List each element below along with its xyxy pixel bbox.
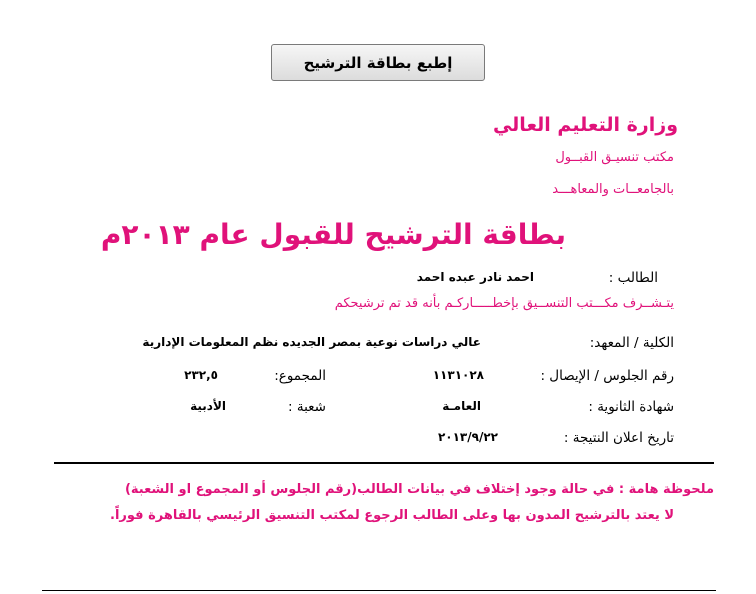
divider-top <box>54 462 714 464</box>
divider-bottom <box>42 590 716 591</box>
office-line-1: مكتب تنسيـق القبــول <box>555 150 674 165</box>
student-label: الطالب : <box>608 270 658 286</box>
office-line-2: بالجامعــات والمعاهـــد <box>552 182 674 197</box>
result-date-value: ٢٠١٣/٩/٢٢ <box>437 430 498 444</box>
total-label: المجموع: <box>274 368 326 384</box>
faculty-value: عالي دراسات نوعية بمصر الجديده نظم المعلومات الإدارية <box>142 335 481 349</box>
branch-value: الأدبية <box>190 399 226 413</box>
seat-label: رقم الجلوس / الإيصال : <box>540 368 674 384</box>
note-line-1: ملحوظة هامة : في حالة وجود إختلاف في بيانات الطالب(رقم الجلوس أو المجموع او الشعبة) <box>124 482 714 497</box>
student-name: احمد نادر عبده احمد <box>416 270 534 284</box>
branch-label: شعبة : <box>288 399 326 415</box>
note-line-2: لا يعتد بالترشيح المدون بها وعلى الطالب الرجوع لمكتب التنسيق الرئيسي بالقاهرة فوراً. <box>110 508 674 523</box>
faculty-label: الكلية / المعهد: <box>589 335 674 351</box>
print-card-button[interactable]: إطبع بطاقة الترشيح <box>271 44 485 81</box>
total-value: ٢٣٢,٥ <box>184 368 218 382</box>
certificate-value: العامـة <box>442 399 481 413</box>
seat-value: ١١٣١٠٢٨ <box>432 368 484 382</box>
ministry-title: وزارة التعليم العالي <box>492 114 678 136</box>
honor-text: يتـشــرف مكـــتب التنســيق بإخطـــــاركـم بأنه قد تم ترشيحكم <box>334 296 674 311</box>
card-title: بطاقة الترشيح للقبول عام ٢٠١٣م <box>100 218 566 251</box>
certificate-label: شهادة الثانوية : <box>588 399 674 415</box>
result-date-label: تاريخ اعلان النتيجة : <box>563 430 674 446</box>
